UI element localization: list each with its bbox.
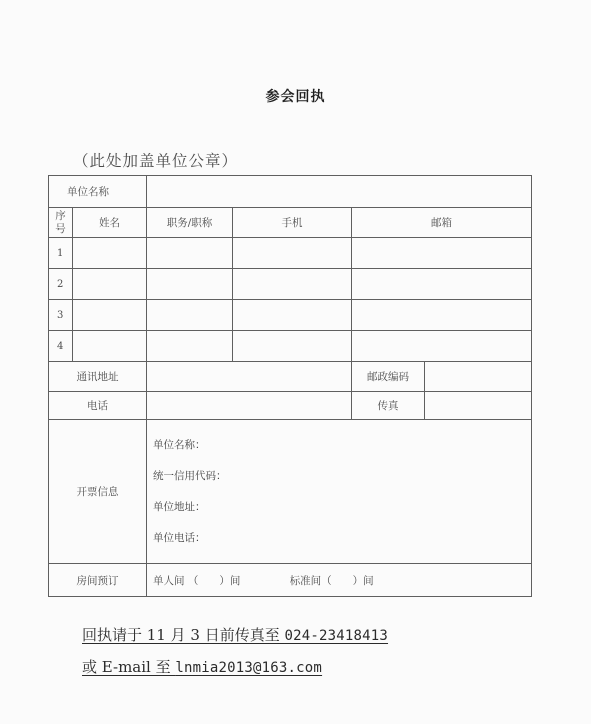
invoice-unit-address: 单位地址： — [153, 500, 206, 513]
mobile-field[interactable] — [233, 331, 352, 362]
unit-name-field[interactable] — [147, 176, 532, 208]
address-label: 通讯地址 — [49, 362, 147, 392]
postal-code-label: 邮政编码 — [352, 362, 425, 392]
email-header: 邮箱 — [352, 208, 532, 238]
fax-label: 传真 — [352, 392, 425, 420]
single-room-option: 单人间 （ ）间 — [153, 574, 241, 587]
row-number: 4 — [49, 331, 73, 362]
table-row — [49, 300, 532, 331]
email-instruction — [82, 656, 322, 677]
mobile-field[interactable] — [233, 300, 352, 331]
email-field[interactable] — [352, 300, 532, 331]
email-field[interactable] — [352, 331, 532, 362]
invoice-credit-code: 统一信用代码： — [153, 469, 227, 482]
invoice-details[interactable] — [147, 420, 532, 564]
name-field[interactable] — [73, 300, 147, 331]
name-field[interactable] — [73, 269, 147, 300]
position-field[interactable] — [147, 269, 233, 300]
postal-code-field[interactable] — [425, 362, 532, 392]
phone-field[interactable] — [147, 392, 352, 420]
name-header: 姓名 — [73, 208, 147, 238]
mobile-field[interactable] — [233, 269, 352, 300]
position-field[interactable] — [147, 300, 233, 331]
invoice-unit-phone: 单位电话： — [153, 531, 206, 544]
table-row — [49, 331, 532, 362]
name-field[interactable] — [73, 238, 147, 269]
fax-instruction — [82, 624, 388, 645]
unit-name-label: 单位名称 — [49, 176, 147, 208]
invoice-row — [49, 420, 532, 564]
email-address[interactable]: lnmia2013@163.com — [175, 660, 323, 676]
room-booking-row — [49, 564, 532, 597]
fax-field[interactable] — [425, 392, 532, 420]
email-field[interactable] — [352, 269, 532, 300]
position-header: 职务/职称 — [147, 208, 233, 238]
room-booking-label: 房间预订 — [49, 564, 147, 597]
row-number: 3 — [49, 300, 73, 331]
phone-row — [49, 392, 532, 420]
address-row — [49, 362, 532, 392]
invoice-unit-name: 单位名称： — [153, 438, 206, 451]
registration-form-table — [48, 175, 532, 597]
email-instruction-text: 或 E-mail 至 — [82, 658, 176, 676]
fax-instruction-text: 回执请于 11 月 3 日前传真至 — [82, 626, 285, 644]
header-row — [49, 208, 532, 238]
standard-room-option: 标准间（ ）间 — [289, 574, 374, 587]
invoice-label: 开票信息 — [49, 420, 147, 564]
address-field[interactable] — [147, 362, 352, 392]
fax-number: 024-23418413 — [284, 628, 389, 644]
page-title: 参会回执 — [265, 89, 326, 105]
position-field[interactable] — [147, 238, 233, 269]
mobile-field[interactable] — [233, 238, 352, 269]
room-booking-options[interactable] — [147, 564, 532, 597]
stamp-note: （此处加盖单位公章） — [73, 152, 239, 170]
position-field[interactable] — [147, 331, 233, 362]
seq-header: 序 号 — [49, 208, 73, 238]
unit-name-row — [49, 176, 532, 208]
mobile-header: 手机 — [233, 208, 352, 238]
table-row — [49, 238, 532, 269]
email-field[interactable] — [352, 238, 532, 269]
row-number: 1 — [49, 238, 73, 269]
name-field[interactable] — [73, 331, 147, 362]
table-row — [49, 269, 532, 300]
row-number: 2 — [49, 269, 73, 300]
phone-label: 电话 — [49, 392, 147, 420]
